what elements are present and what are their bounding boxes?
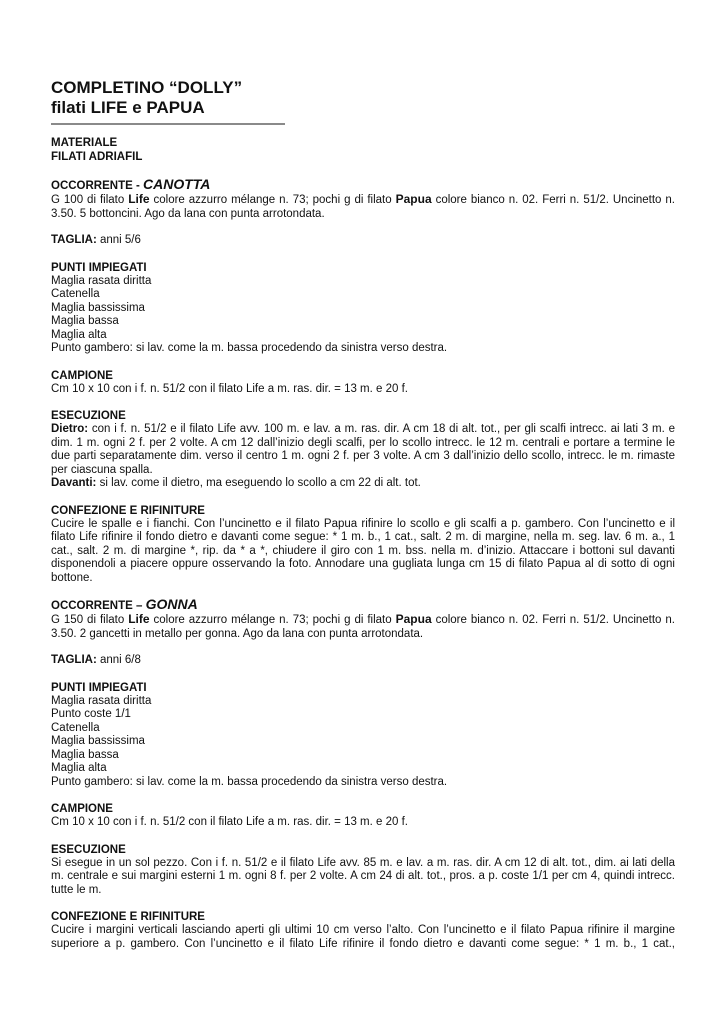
canotta-occorrente-text bbox=[51, 193, 675, 221]
gonna-punti-item: Maglia bassissima bbox=[51, 735, 145, 747]
gonna-punti-heading: PUNTI IMPIEGATI bbox=[51, 681, 147, 694]
canotta-esecuzione-heading: ESECUZIONE bbox=[51, 410, 126, 422]
text-part: colore bianco n. 02. Ferri n. 51/2. Uncinetto n. 3.50. 2 gancetti in metallo per gonna. Ago da lana con punta arrotondata. bbox=[51, 614, 675, 640]
occorrente-label: OCCORRENTE – bbox=[51, 600, 143, 612]
text-part: G 150 di filato bbox=[51, 614, 129, 626]
taglia-label: TAGLIA: bbox=[51, 654, 97, 666]
yarn-name-papua: Papua bbox=[395, 192, 432, 206]
gonna-campione-text: Cm 10 x 10 con i f. n. 51/2 con il filato Life a m. ras. dir. = 13 m. e 20 f. bbox=[51, 816, 408, 828]
text-part: colore azzurro mélange n. 73; pochi g di filato bbox=[149, 194, 396, 206]
gonna-punti-item: Maglia bassa bbox=[51, 748, 119, 761]
gonna-punti-item: Catenella bbox=[51, 721, 100, 734]
yarn-name-life: Life bbox=[128, 612, 150, 626]
canotta-punti-item: Maglia bassa bbox=[51, 315, 119, 327]
document-page bbox=[51, 78, 675, 951]
gonna-name: GONNA bbox=[145, 596, 198, 612]
canotta-punti-item: Maglia rasata diritta bbox=[51, 274, 152, 287]
taglia-value: anni 5/6 bbox=[96, 234, 141, 246]
gonna-punti-item: Punto coste 1/1 bbox=[51, 708, 131, 720]
text-part: G 100 di filato bbox=[51, 194, 129, 206]
gonna-punti-item: Punto gambero: si lav. come la m. bassa procedendo da sinistra verso destra. bbox=[51, 775, 448, 788]
materiale-heading: MATERIALE bbox=[51, 137, 118, 149]
text-part: colore azzurro mélange n. 73; pochi g di filato bbox=[149, 614, 396, 626]
canotta-davanti-paragraph bbox=[51, 477, 675, 491]
gonna-occorrente-heading bbox=[51, 597, 675, 613]
canotta-campione-text: Cm 10 x 10 con i f. n. 51/2 con il filato Life a m. ras. dir. = 13 m. e 20 f. bbox=[51, 382, 408, 395]
canotta-dietro-paragraph bbox=[51, 423, 675, 477]
gonna-campione-heading: CAMPIONE bbox=[51, 803, 113, 815]
materiale-text: FILATI ADRIAFIL bbox=[51, 151, 143, 163]
davanti-label: Davanti: bbox=[51, 477, 97, 489]
canotta-occorrente-heading bbox=[51, 177, 675, 193]
canotta-punti-item: Punto gambero: si lav. come la m. bassa procedendo da sinistra verso destra. bbox=[51, 342, 448, 354]
taglia-value: anni 6/8 bbox=[96, 654, 141, 666]
canotta-punti-item: Catenella bbox=[51, 288, 100, 300]
canotta-confezione-text: Cucire le spalle e i fianchi. Con l’uncinetto e il filato Papua rifinire lo scollo e gli scalfi a p. gambero. Con l’uncinetto e il filato Life rifinire il fondo dietro e davanti come segue: * 1 m. b., 1 cat., salt. 2 m. di margine, nella m. seg. lav. 6 m. a., 1 cat., salt. 2 m. di margine *, rip. da * a *, chiudere il giro con 1 m. bss. nella m. d’inizio. Attaccare i bottoni sul davanti disponendoli a piacere oppure osservando la foto. Annodare una gugliata lunga cm 15 di filato Papua al di sotto di ogni bottone. bbox=[51, 517, 675, 584]
gonna-esecuzione-heading: ESECUZIONE bbox=[51, 843, 126, 856]
canotta-punti-heading: PUNTI IMPIEGATI bbox=[51, 261, 147, 274]
gonna-taglia bbox=[51, 654, 675, 668]
dietro-label: Dietro: bbox=[51, 423, 89, 435]
canotta-taglia bbox=[51, 234, 675, 248]
gonna-punti-item: Maglia alta bbox=[51, 762, 107, 774]
title-line-2: filati LIFE e PAPUA bbox=[51, 98, 205, 117]
canotta-name: CANOTTA bbox=[143, 176, 211, 192]
gonna-confezione-text: Cucire i margini verticali lasciando aperti gli ultimi 10 cm verso l’alto. Con l’uncinetto e il filato Papua rifinire il margine superiore a p. gambero. Con l’uncinetto e il filato Life rifinire il fondo dietro e davanti come segue: * 1 m. b., 1 cat., bbox=[51, 924, 675, 950]
canotta-campione-heading: CAMPIONE bbox=[51, 369, 113, 382]
document-title bbox=[51, 78, 675, 118]
gonna-confezione-heading: CONFEZIONE E RIFINITURE bbox=[51, 911, 205, 923]
canotta-confezione-heading: CONFEZIONE E RIFINITURE bbox=[51, 504, 205, 517]
canotta-punti-item: Maglia bassissima bbox=[51, 301, 145, 314]
title-line-1: COMPLETINO “DOLLY” bbox=[51, 78, 243, 97]
taglia-label: TAGLIA: bbox=[51, 234, 97, 246]
dietro-text: con i f. n. 51/2 e il filato Life avv. 100 m. e lav. a m. ras. dir. A cm 18 di alt. tot., per gli scalfi intrecc. ai lati 3 m. e dim. 1 m. ogni 2 f. per 2 volte. A cm 12 dall’inizio degli scalfi, per lo scollo intrecc. le 12 m. centrali e portare a termine le due parti separatamente dim. verso il centro 1 m. ogni 2 f. per 3 volte. A cm 3 dall’inizio dello scollo, intrecc. le m. rimaste per ciascuna spalla. bbox=[51, 423, 675, 476]
occorrente-label: OCCORRENTE - bbox=[51, 180, 140, 192]
gonna-punti-item: Maglia rasata diritta bbox=[51, 694, 152, 707]
yarn-name-papua: Papua bbox=[395, 612, 432, 626]
gonna-esecuzione-text: Si esegue in un sol pezzo. Con i f. n. 51/2 e il filato Life avv. 85 m. e lav. a m. ras. dir. A cm 12 di alt. tot., dim. ai lati della m. centrale e sui margini esterni 1 m. ogni 8 f. per 2 volte. A cm 24 di alt. tot., pros. a p. coste 1/1 per cm 4, quindi intrecc. tutte le m. bbox=[51, 856, 675, 896]
yarn-name-life: Life bbox=[128, 192, 150, 206]
text-part: colore bianco n. 02. Ferri n. 51/2. Uncinetto n. 3.50. 5 bottoncini. Ago da lana con punta arrotondata. bbox=[51, 194, 675, 220]
canotta-punti-item: Maglia alta bbox=[51, 328, 107, 341]
gonna-occorrente-text bbox=[51, 613, 675, 641]
davanti-text: si lav. come il dietro, ma eseguendo lo scollo a cm 22 di alt. tot. bbox=[96, 477, 421, 489]
